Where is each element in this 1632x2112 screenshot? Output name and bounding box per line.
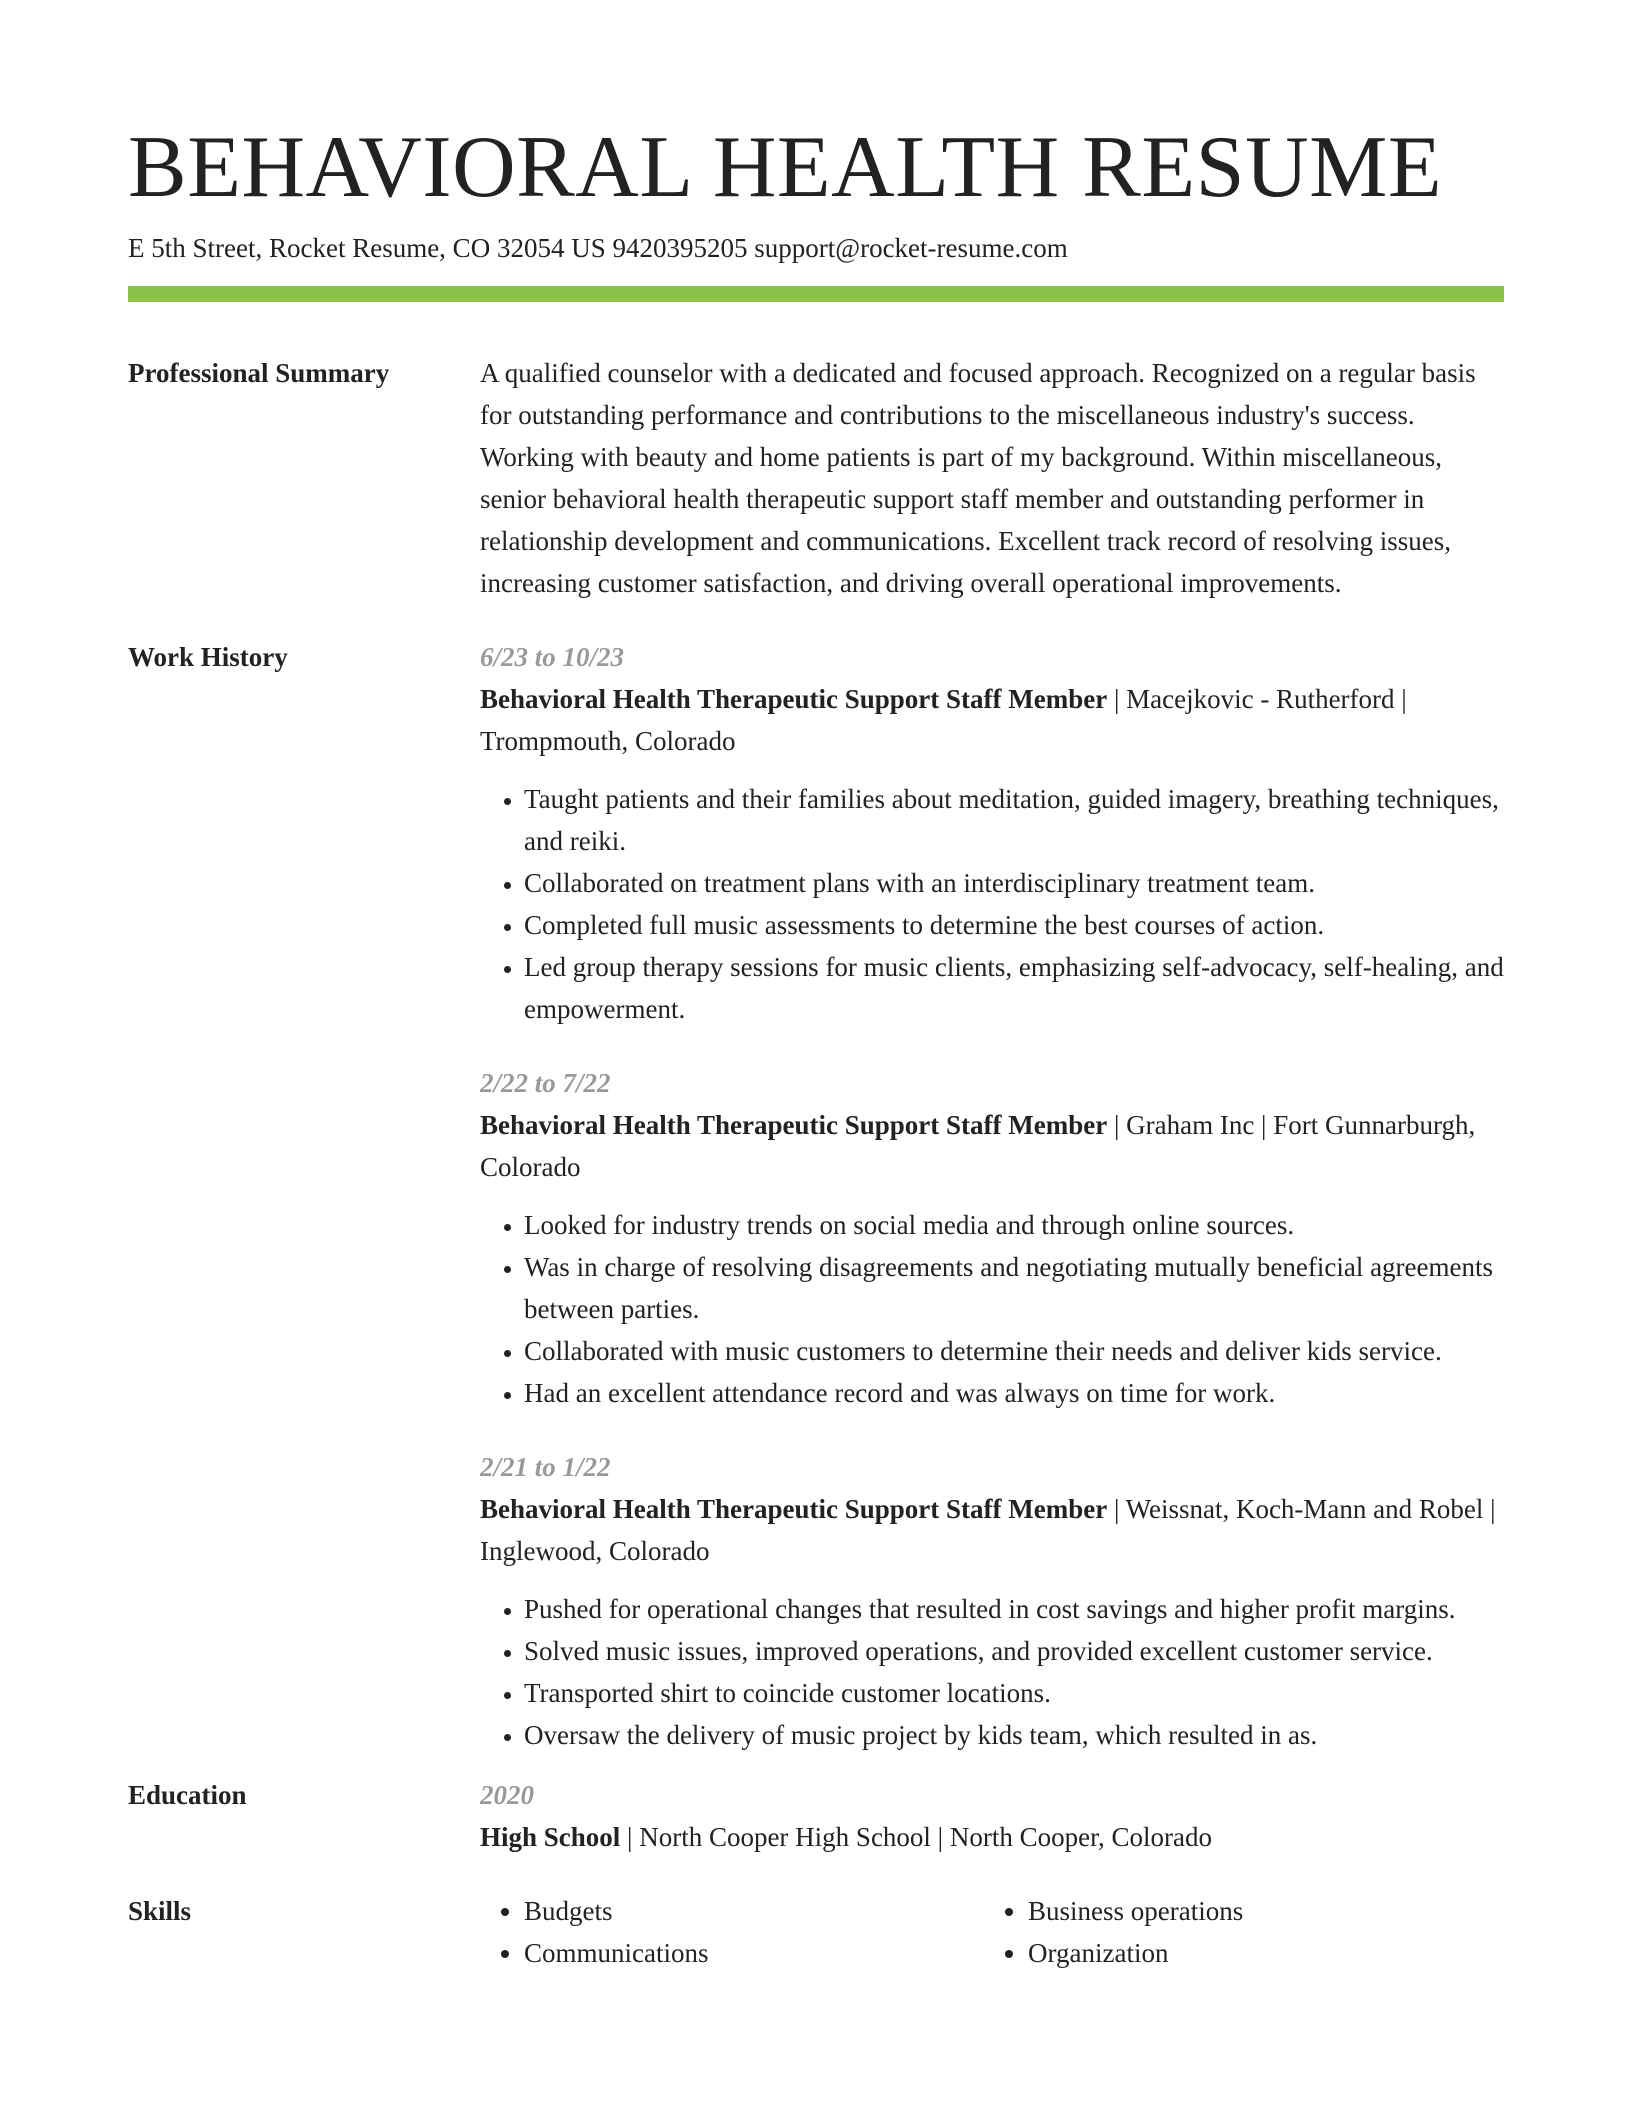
job-bullet: • Completed full music assessments to determine the best courses of action. [524, 904, 1504, 946]
job-title-line [480, 1104, 1504, 1188]
skill-item: • Business operations [1028, 1890, 1488, 1932]
skills-section [128, 1890, 1504, 1974]
skill-item: • Budgets [524, 1890, 984, 1932]
job-bullet: • Was in charge of resolving disagreements and negotiating mutually beneficial agreements between parties. [524, 1246, 1504, 1330]
job-entry [480, 1446, 1504, 1756]
education-heading: Education [128, 1780, 247, 1810]
job-date: 2/22 to 7/22 [480, 1068, 611, 1098]
job-bullet: • Looked for industry trends on social media and through online sources. [524, 1204, 1504, 1246]
contact-line: E 5th Street, Rocket Resume, CO 32054 US 9420395205 support@rocket-resume.com [128, 233, 1068, 263]
skill-item: • Organization [1028, 1932, 1488, 1974]
job-role: Behavioral Health Therapeutic Support Staff Member [480, 1110, 1108, 1140]
education-date: 2020 [480, 1780, 534, 1810]
job-details: | Weissnat, Koch-Mann and Robel | Inglewood, Colorado [480, 1494, 1496, 1566]
job-title-line [480, 1488, 1504, 1572]
resume-title: BEHAVIORAL HEALTH RESUME [128, 119, 1443, 216]
education-line [480, 1816, 1504, 1858]
education-section [128, 1774, 1504, 1858]
job-role: Behavioral Health Therapeutic Support Staff Member [480, 1494, 1108, 1524]
job-bullet: • Solved music issues, improved operations, and provided excellent customer service. [524, 1630, 1504, 1672]
job-bullet: • Led group therapy sessions for music clients, emphasizing self-advocacy, self-healing, and empowerment. [524, 946, 1504, 1030]
education-degree: High School [480, 1822, 621, 1852]
job-title-line [480, 678, 1504, 762]
summary-section [128, 352, 1504, 604]
job-bullet: • Pushed for operational changes that resulted in cost savings and higher profit margins. [524, 1588, 1504, 1630]
education-details: | North Cooper High School | North Cooper, Colorado [620, 1822, 1212, 1852]
job-role: Behavioral Health Therapeutic Support Staff Member [480, 684, 1108, 714]
job-bullets [480, 1204, 1504, 1414]
job-bullets [480, 1588, 1504, 1756]
job-bullet: • Collaborated on treatment plans with an interdisciplinary treatment team. [524, 862, 1504, 904]
job-bullet: • Taught patients and their families about meditation, guided imagery, breathing techniques, and reiki. [524, 778, 1504, 862]
job-date: 2/21 to 1/22 [480, 1452, 611, 1482]
job-bullet: • Transported shirt to coincide customer locations. [524, 1672, 1504, 1714]
job-bullets [480, 778, 1504, 1030]
job-details: | Macejkovic - Rutherford | Trompmouth, Colorado [480, 684, 1407, 756]
skills-column-left [480, 1890, 984, 1974]
job-entry [480, 636, 1504, 1030]
accent-divider [128, 286, 1504, 302]
resume-page [128, 0, 1504, 1974]
work-history-list [480, 636, 1504, 1756]
job-details: | Graham Inc | Fort Gunnarburgh, Colorado [480, 1110, 1476, 1182]
work-history-section [128, 636, 1504, 1756]
work-history-heading: Work History [128, 642, 288, 672]
skills-heading: Skills [128, 1896, 192, 1926]
job-bullet: • Collaborated with music customers to determine their needs and deliver kids service. [524, 1330, 1504, 1372]
skills-grid [480, 1890, 1504, 1974]
job-bullet: • Had an excellent attendance record and was always on time for work. [524, 1372, 1504, 1414]
summary-text: A qualified counselor with a dedicated and focused approach. Recognized on a regular basis for outstanding performance and contributions to the miscellaneous industry's success. Working with beauty and home patients is part of my background. Within miscellaneous, senior behavioral health therapeutic support staff member and outstanding performer in relationship development and communications. Excellent track record of resolving issues, increasing customer satisfaction, and driving overall operational improvements. [480, 358, 1476, 598]
skill-item: • Communications [524, 1932, 984, 1974]
job-entry [480, 1062, 1504, 1414]
skills-column-right [984, 1890, 1488, 1974]
summary-heading: Professional Summary [128, 358, 390, 388]
job-date: 6/23 to 10/23 [480, 642, 625, 672]
job-bullet: • Oversaw the delivery of music project by kids team, which resulted in as. [524, 1714, 1504, 1756]
education-entry [480, 1774, 1504, 1858]
